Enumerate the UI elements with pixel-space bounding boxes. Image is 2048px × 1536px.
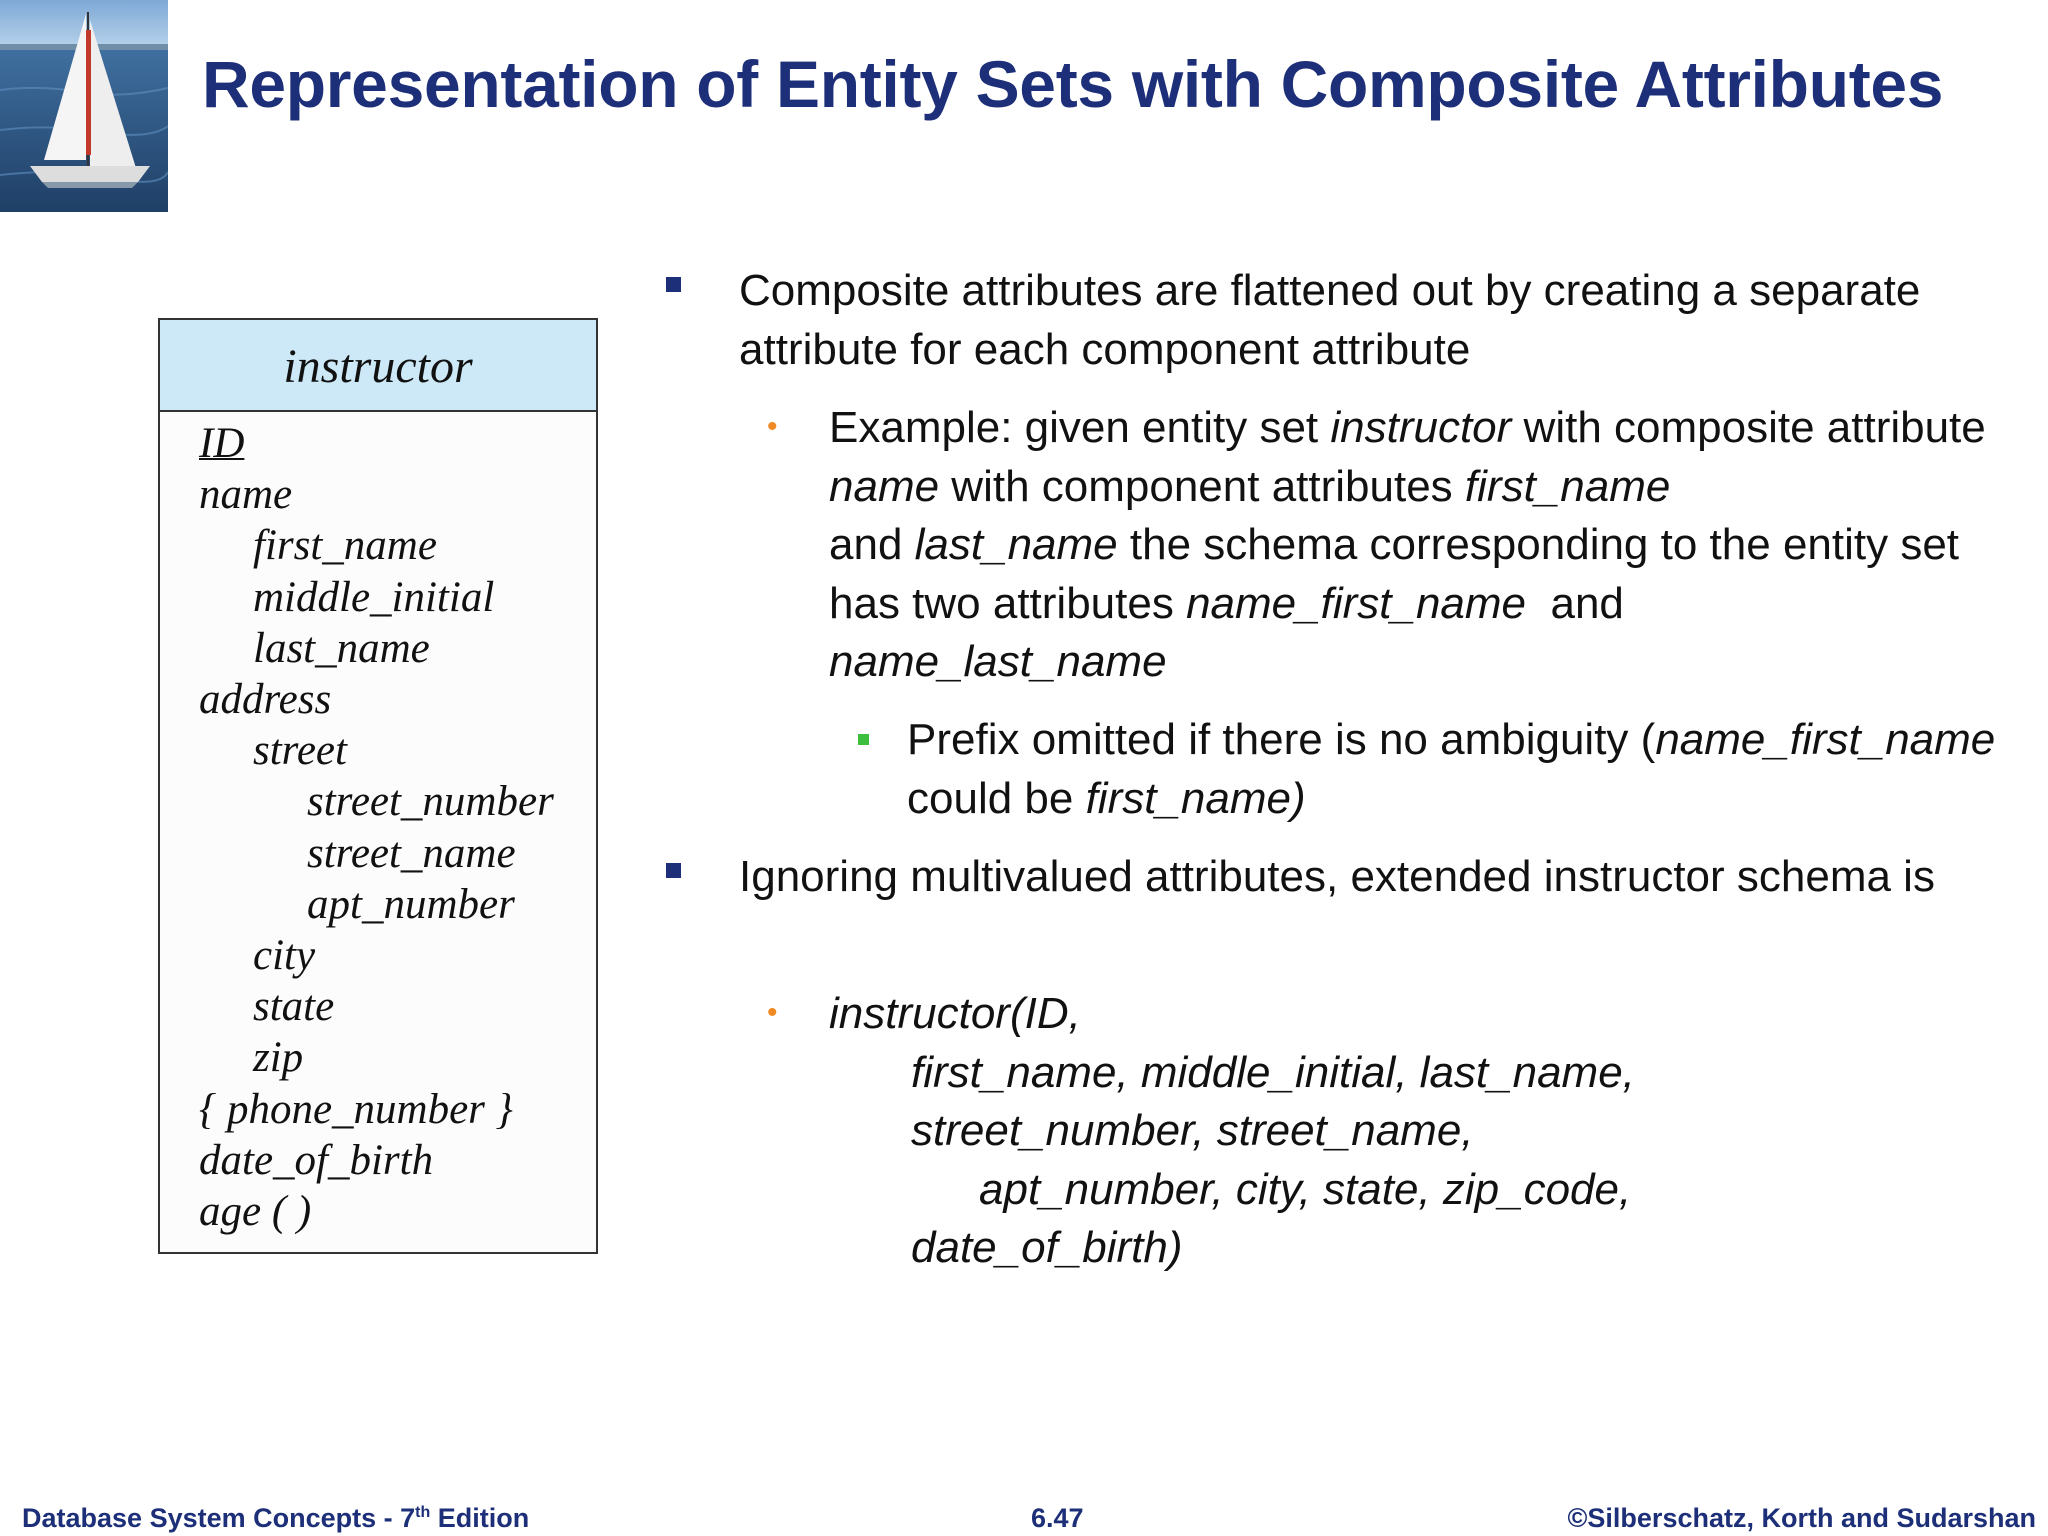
attribute-list [160, 412, 596, 1237]
schema-line: apt_number, city, state, zip_code, [979, 1164, 1632, 1214]
attribute-item: apt_number [307, 880, 515, 928]
schema-line: first_name, middle_initial, last_name, [911, 1047, 1635, 1097]
attribute-item: { phone_number } [199, 1085, 513, 1133]
attribute-item: middle_initial [253, 573, 495, 621]
bullet-dot-icon: • [767, 410, 778, 443]
attribute-primary-key: ID [199, 420, 245, 467]
bullet-small-square-icon [858, 734, 869, 745]
bullet-prefix-omitted: Prefix omitted if there is no ambiguity (name_first_name could be first_name) [907, 715, 1996, 823]
attribute-item: street_number [307, 778, 554, 826]
footer-slide-number: 6.47 [1031, 1503, 1084, 1533]
schema-line: date_of_birth) [911, 1223, 1183, 1272]
bullet-dot-icon: • [767, 996, 778, 1029]
attribute-item: last_name [253, 624, 430, 672]
entity-diagram [158, 318, 598, 1254]
bullet-example: Example: given entity set instructor with composite attribute name with component attributes first_name and last_name the schema corresponding to the entity set has two attributes name_first_name and name_last_name [829, 403, 1986, 686]
sailboat-logo-icon [0, 0, 168, 212]
instructor-schema [829, 985, 2029, 1278]
bullet-composite-flatten: Composite attributes are flattened out by creating a separate attribute for each component attribute [739, 266, 1921, 374]
footer-copyright: ©Silberschatz, Korth and Sudarshan [1567, 1503, 2036, 1533]
attribute-item: city [253, 932, 316, 980]
bullet-ignoring-multivalued: Ignoring multivalued attributes, extended instructor schema is [739, 852, 1935, 901]
bullet-square-icon [666, 863, 681, 878]
attribute-item: state [253, 983, 335, 1031]
bullet-square-icon [666, 277, 681, 292]
attribute-item: first_name [253, 522, 437, 570]
attribute-item: age ( ) [199, 1188, 312, 1236]
attribute-item: address [199, 676, 332, 724]
entity-name: instructor [160, 320, 596, 412]
attribute-item: street_name [307, 829, 516, 877]
attribute-item: zip [253, 1034, 304, 1082]
attribute-item: street [253, 727, 347, 775]
schema-line: street_number, street_name, [911, 1106, 1474, 1155]
slide-title: Representation of Entity Sets with Composite Attributes [202, 47, 1944, 121]
schema-line: instructor(ID, [829, 989, 1081, 1038]
footer-book-title: Database System Concepts - 7th Edition [22, 1503, 530, 1533]
attribute-item: name [199, 471, 293, 519]
attribute-item: date_of_birth [199, 1136, 434, 1184]
